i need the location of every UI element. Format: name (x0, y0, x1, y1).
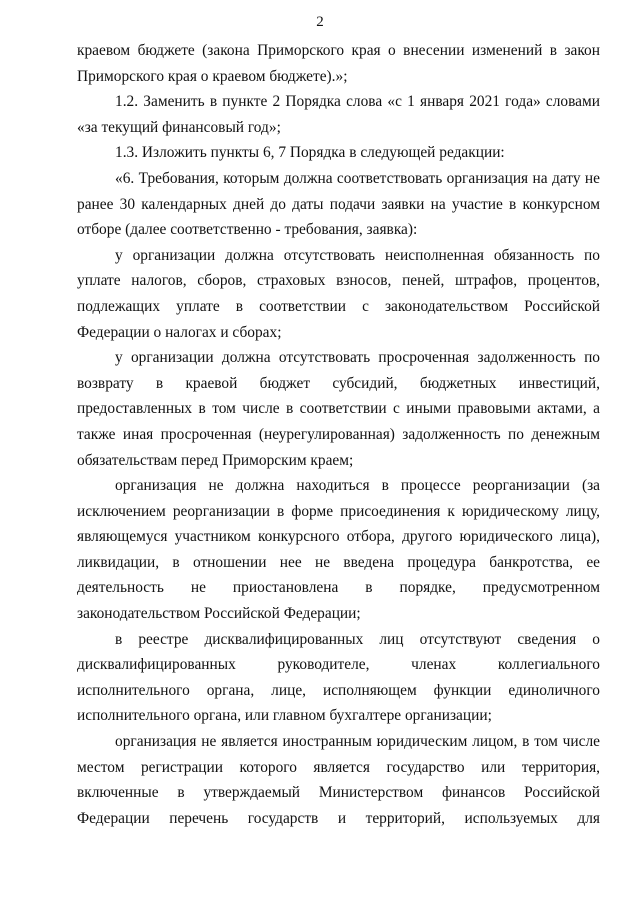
paragraph-1-2-replace-words: 1.2. Заменить в пункте 2 Порядка слова «с 1 января 2021 года» словами «за текущий финансовый год»; (77, 93, 600, 136)
paragraph-1-3-new-wording: 1.3. Изложить пункты 6, 7 Порядка в следующей редакции: (115, 144, 505, 162)
paragraph-no-tax-obligations: у организации должна отсутствовать неисполненная обязанность по уплате налогов, сборов, страховых взносов, пеней, штрафов, процентов, подлежащих уплате в соответствии с законодательством Российской Федерации о налогах и сборах; (77, 246, 600, 341)
paragraph-6-requirements: «6. Требования, которым должна соответствовать организация на дату не ранее 30 календарных дней до даты подачи заявки на участие в конкурсном отборе (далее соответственно - требования, заявка): (77, 169, 600, 239)
page-number: 2 (316, 14, 324, 30)
paragraph-budget-law-ending: краевом бюджете (закона Приморского края о внесении изменений в закон Приморского края о краевом бюджете).»; (77, 42, 600, 85)
paragraph-foreign-entity: организация не является иностранным юридическим лицом, в том числе местом регистрации которого является государство или территория, включенные в утверждаемый Министерством финансов Российской Федерации перечень государств и территорий, используемых для (77, 733, 600, 827)
document-body (77, 38, 600, 831)
paragraph-no-overdue-debt: у организации должна отсутствовать просроченная задолженность по возврату в краевой бюджет субсидий, бюджетных инвестиций, предоставленных в том числе в соответствии с иными правовыми актами, а также иная просроченная (неурегулированная) задолженность по денежным обязательствам перед Приморским краем; (77, 349, 600, 469)
paragraph-disqualified-persons: в реестре дисквалифицированных лиц отсутствуют сведения о дисквалифицированных руководителе, членах коллегиального исполнительного органа, лице, исполняющем функции единоличного исполнительного органа, или главном бухгалтере организации; (77, 630, 600, 725)
paragraph-no-reorganization: организация не должна находиться в процессе реорганизации (за исключением реорганизации в форме присоединения к юридическому лицу, являющемуся участником конкурсного отбора, другого юридического лица), ликвидации, в отношении нее не введена процедура банкротства, ее деятельность не приостановлена в порядке, предусмотренном законодательством Российской Федерации; (77, 477, 600, 623)
